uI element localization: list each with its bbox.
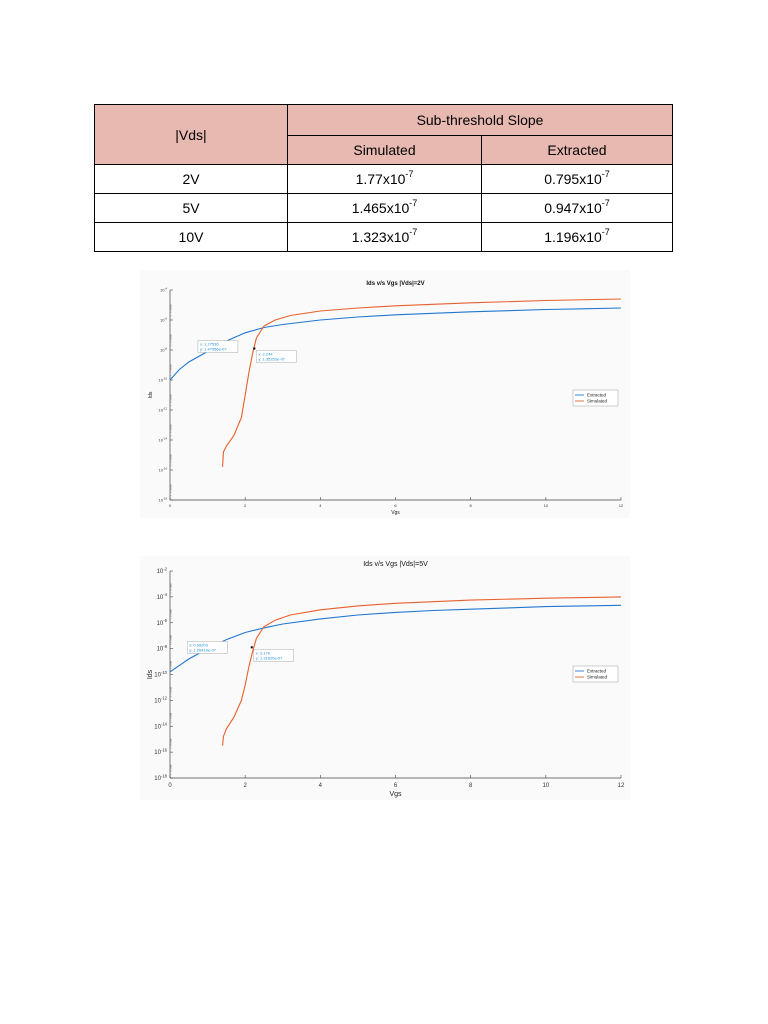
datatip-y-label: y: 1.26419e-07 xyxy=(189,647,216,653)
cell-extracted: $0.947x10^{-7}$ xyxy=(482,194,673,223)
y-tick-label: $10^{-8}$ xyxy=(156,643,167,653)
chart-svg-vds-5v xyxy=(140,556,630,800)
y-tick-label: $10^{-14}$ xyxy=(158,436,167,443)
datatip-y-label: y: 1.31920e-07 xyxy=(255,655,283,661)
x-tick-label: 10 xyxy=(542,783,550,789)
datatip-marker xyxy=(251,646,253,648)
cell-extracted: $1.196x10^{-7}$ xyxy=(482,223,673,252)
header-simulated: Simulated xyxy=(288,136,482,165)
cell-vds: 5V xyxy=(95,194,288,223)
x-tick-label: 8 xyxy=(468,783,473,789)
y-tick-label: $10^{-12}$ xyxy=(158,406,167,413)
datatip-y-label: y: 1.35253e-07 xyxy=(258,356,286,362)
y-tick-label: $10^{-8}$ xyxy=(160,346,167,353)
table-row xyxy=(95,223,673,252)
cell-vds: 2V xyxy=(95,165,288,194)
x-tick-label: 0 xyxy=(168,783,172,789)
y-tick-label: $10^{-16}$ xyxy=(158,466,167,473)
cell-vds: 10V xyxy=(95,223,288,252)
chart-vds-5v xyxy=(140,556,630,800)
chart-svg-vds-2v xyxy=(140,270,630,518)
table-row xyxy=(95,194,673,223)
series-line-extracted xyxy=(170,605,621,672)
x-axis-label: Vgs xyxy=(391,510,400,516)
header-extracted: Extracted xyxy=(482,136,673,165)
chart-title: Ids v/s Vgs |Vds|=5V xyxy=(363,561,428,568)
x-tick-label: 4 xyxy=(319,503,322,508)
datatip-x-label: x: 0.99203 xyxy=(189,642,208,648)
x-tick-label: 12 xyxy=(617,783,625,789)
x-tick-label: 4 xyxy=(318,783,323,789)
table-row xyxy=(95,165,673,194)
y-axis-label: Ids xyxy=(148,391,154,399)
y-tick-label: $10^{-10}$ xyxy=(154,669,167,679)
header-vds: |Vds| xyxy=(95,105,288,165)
x-tick-label: 2 xyxy=(243,783,247,789)
datatip-y-label: y: 1.47956e-07 xyxy=(199,346,227,352)
y-tick-label: $10^{-18}$ xyxy=(158,496,167,503)
chart-title: Ids v/s Vgs |Vds|=2V xyxy=(366,281,425,287)
series-line-simulated xyxy=(223,597,621,746)
y-tick-label: $10^{-12}$ xyxy=(154,695,167,705)
y-tick-label: $10^{-6}$ xyxy=(160,316,167,323)
datatip-x-label: x: 2.176 xyxy=(255,650,271,656)
x-tick-label: 6 xyxy=(394,503,397,508)
header-subthreshold-slope: Sub-threshold Slope xyxy=(288,105,673,136)
y-axis-label: Ids xyxy=(147,669,154,680)
datatip-marker xyxy=(253,348,255,350)
x-tick-label: 2 xyxy=(244,503,247,508)
legend-entry: Simulated xyxy=(587,674,608,680)
x-axis-label: Vgs xyxy=(389,791,402,798)
cell-simulated: $1.323x10^{-7}$ xyxy=(288,223,482,252)
y-tick-label: $10^{-4}$ xyxy=(156,592,167,601)
cell-simulated: $1.465x10^{-7}$ xyxy=(288,194,482,223)
y-tick-label: $10^{-2}$ xyxy=(156,566,167,575)
y-tick-label: $10^{-4}$ xyxy=(160,286,167,293)
y-tick-label: $10^{-18}$ xyxy=(154,773,167,782)
x-tick-label: 0 xyxy=(168,503,172,508)
y-tick-label: $10^{-6}$ xyxy=(156,618,167,627)
legend-entry: Extracted xyxy=(587,392,607,398)
cell-extracted: $0.795x10^{-7}$ xyxy=(482,165,673,194)
y-tick-label: $10^{-16}$ xyxy=(154,747,167,757)
cell-simulated: $1.77x10^{-7}$ xyxy=(288,165,482,194)
legend-entry: Simulated xyxy=(587,398,608,404)
legend-entry: Extracted xyxy=(587,668,607,674)
y-tick-label: $10^{-14}$ xyxy=(154,721,167,731)
x-tick-label: 6 xyxy=(393,783,398,789)
x-tick-label: 8 xyxy=(469,503,472,508)
y-tick-label: $10^{-10}$ xyxy=(158,376,167,383)
chart-vds-2v xyxy=(140,270,630,518)
datatip-x-label: x: 1.27536 xyxy=(199,341,219,347)
subthreshold-slope-table xyxy=(94,104,673,252)
datatip-x-label: x: 2.244 xyxy=(258,351,273,357)
x-tick-label: 12 xyxy=(618,503,624,508)
x-tick-label: 10 xyxy=(543,503,549,508)
